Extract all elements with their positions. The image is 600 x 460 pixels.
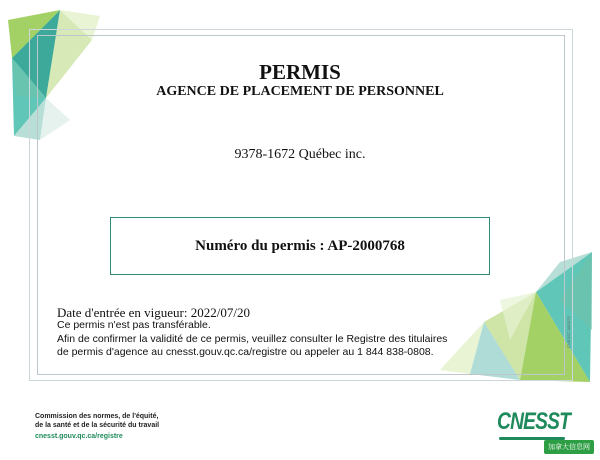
note-line: de permis d'agence au cnesst.gouv.qc.ca/registre ou appeler au 1 844 838-0808.: [57, 346, 434, 358]
company-name: 9378-1672 Québec inc.: [234, 147, 366, 162]
permit-number: Numéro du permis : AP-2000768: [195, 237, 405, 254]
effective-date: Date d'entrée en vigueur: 2022/07/20: [57, 305, 250, 320]
document-subtitle: AGENCE DE PLACEMENT DE PERSONNEL: [156, 84, 444, 99]
org-name-line-1: Commission des normes, de l'équité,: [35, 413, 159, 420]
watermark-badge: 加拿大信息网: [544, 440, 594, 454]
org-name-line-2: de la santé et de la sécurité du travail: [35, 422, 160, 429]
vertical-form-code: CNESST 08/2022: [566, 316, 571, 348]
org-url-link[interactable]: cnesst.gouv.qc.ca/registre: [35, 433, 123, 440]
permit-notes: [57, 319, 447, 360]
organization-footer: [35, 412, 159, 441]
document-title: PERMIS: [259, 60, 341, 84]
note-line: Ce permis n'est pas transférable.: [57, 319, 211, 331]
permit-number-box: [110, 217, 490, 275]
cnesst-logo: CNESST: [497, 408, 571, 435]
note-line: Afin de confirmer la validité de ce permis, veuillez consulter le Registre des titulaires: [57, 332, 448, 345]
